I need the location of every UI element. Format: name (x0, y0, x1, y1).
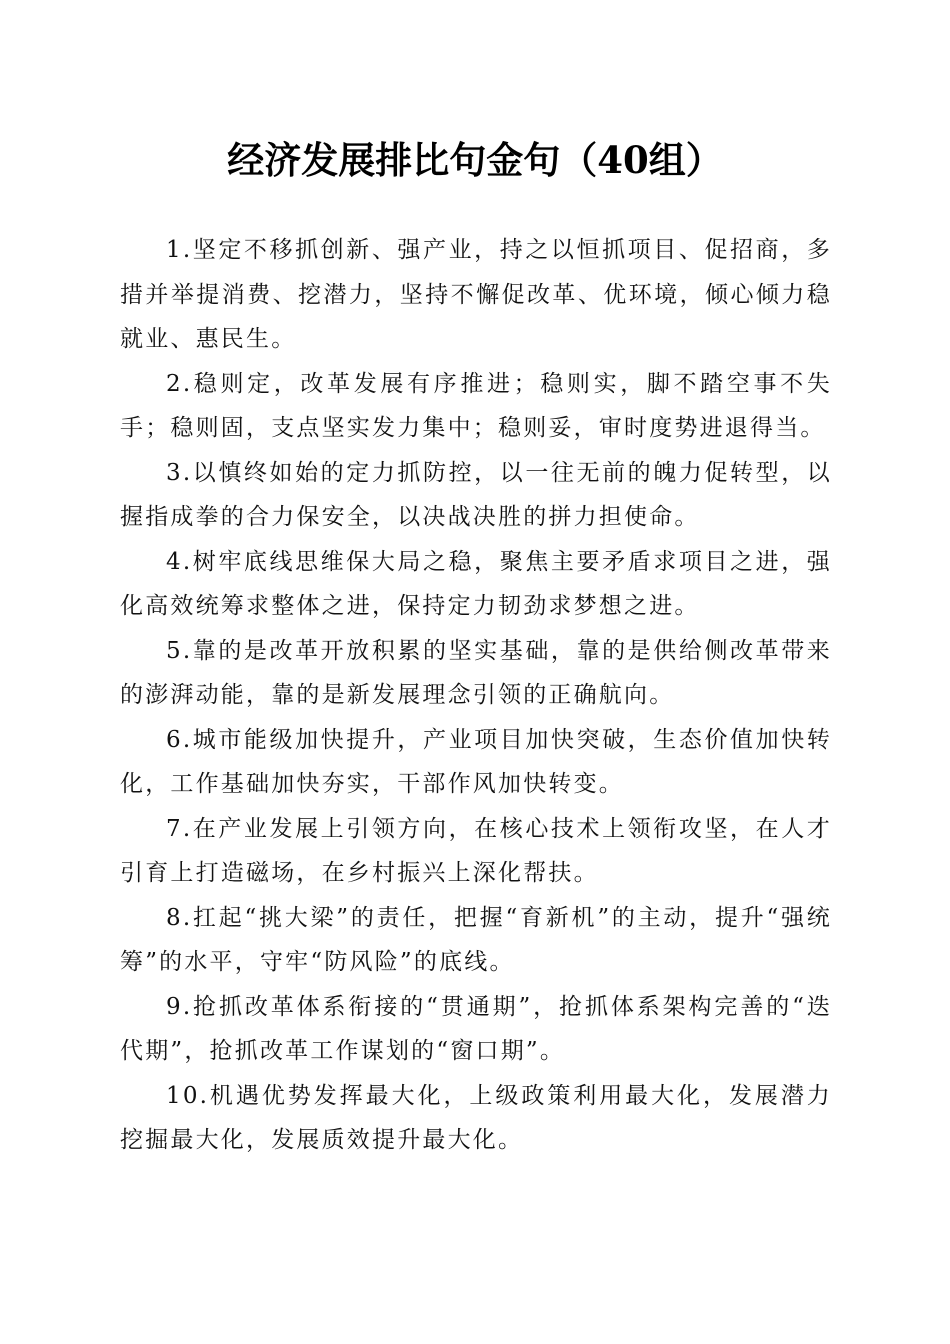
paragraph-3: 3.以慎终如始的定力抓防控，以一往无前的魄力促转型，以握指成拳的合力保安全，以决战决胜的拼力担使命。 (120, 459, 832, 530)
paragraph-4: 4.树牢底线思维保大局之稳，聚焦主要矛盾求项目之进，强化高效统筹求整体之进，保持定力韧劲求梦想之进。 (120, 548, 832, 619)
paragraph-9: 9.抢抓改革体系衔接的“贯通期”，抢抓体系架构完善的“迭代期”，抢抓改革工作谋划的“窗口期”。 (120, 993, 832, 1064)
document-body (120, 228, 832, 1163)
paragraph-6: 6.城市能级加快提升，产业项目加快突破，生态价值加快转化，工作基础加快夯实，干部作风加快转变。 (120, 726, 832, 797)
paragraph-7: 7.在产业发展上引领方向，在核心技术上领衔攻坚，在人才引育上打造磁场，在乡村振兴上深化帮扶。 (120, 815, 832, 886)
paragraph-5: 5.靠的是改革开放积累的坚实基础，靠的是供给侧改革带来的澎湃动能，靠的是新发展理念引领的正确航向。 (120, 637, 832, 708)
paragraph-10: 10.机遇优势发挥最大化，上级政策利用最大化，发展潜力挖掘最大化，发展质效提升最大化。 (120, 1082, 832, 1153)
paragraph-2: 2.稳则定，改革发展有序推进；稳则实，脚不踏空事不失手；稳则固，支点坚实发力集中；稳则妥，审时度势进退得当。 (120, 370, 832, 441)
paragraph-8: 8.扛起“挑大梁”的责任，把握“育新机”的主动，提升“强统筹”的水平，守牢“防风险”的底线。 (120, 904, 832, 975)
paragraph-1: 1.坚定不移抓创新、强产业，持之以恒抓项目、促招商，多措并举提消费、挖潜力，坚持不懈促改革、优环境，倾心倾力稳就业、惠民生。 (120, 237, 832, 352)
document-title: 经济发展排比句金句（40组） (227, 138, 723, 182)
